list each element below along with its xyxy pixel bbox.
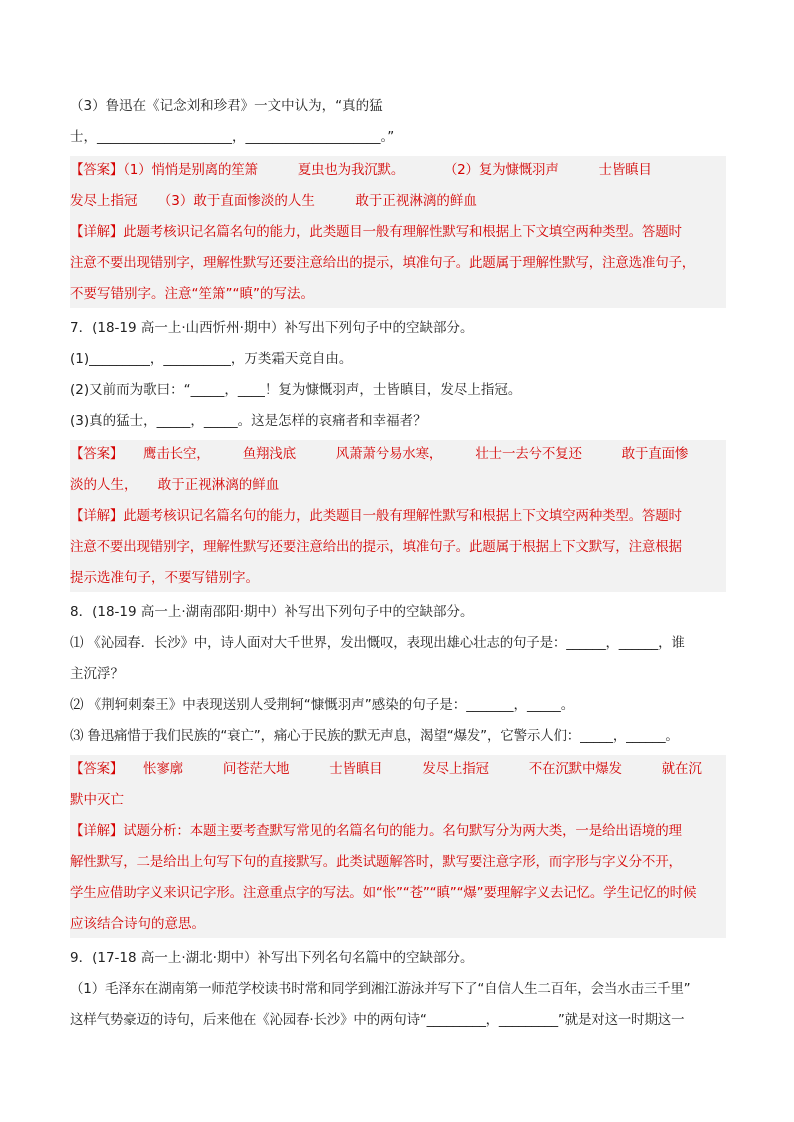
q8-section xyxy=(70,602,726,938)
q8-detail-line4: 应该结合诗句的意思。 xyxy=(70,916,205,932)
q8-answer-line2: 默中灭亡 xyxy=(70,792,124,808)
q6-detail-line1: 【详解】此题考核识记名篇名句的能力，此类题目一般有理解性默写和根据上下文填空两种类型。答题时 xyxy=(70,224,682,240)
q6-detail-label: 【详解】 xyxy=(70,224,124,240)
q9-title: 9．(17-18 高一上·湖北·期中）补写出下列名句名篇中的空缺部分。 xyxy=(70,950,474,966)
q8-detail-line1: 【详解】试题分析：本题主要考查默写常见的名篇名句的能力。名句默写分为两大类，一是给出语境的理 xyxy=(70,823,682,839)
q8-item1-line2: 主沉浮？ xyxy=(70,666,124,682)
q7-answer-line1: 【答案】 鹰击长空， 鱼翔浅底 风萧萧兮易水寒， 壮士一去兮不复还 敢于直面惨 xyxy=(70,446,689,462)
q8-item3: ⑶ 鲁迅痛惜于我们民族的“衰亡”，痛心于民族的默无声息，渴望“爆发”，它警示人们：_____，______。 xyxy=(70,728,679,744)
q7-answer-box xyxy=(70,440,726,592)
q9-item1-line2: 这样气势豪迈的诗句，后来他在《沁园春·长沙》中的两句诗“_________，_________”就是对这一时期这一 xyxy=(70,1012,685,1028)
page xyxy=(70,96,726,1030)
q6-answer-line2: 发尽上指冠 （3）敢于直面惨淡的人生 敢于正视淋漓的鲜血 xyxy=(70,193,477,209)
q6-answer-label: 【答案】 xyxy=(70,162,124,178)
q8-item2: ⑵ 《荆轲刺秦王》中表现送别人受荆轲“慷慨羽声”感染的句子是：_______，_____。 xyxy=(70,697,575,713)
q7-section xyxy=(70,318,726,592)
q7-item1: (1)_________，__________，万类霜天竞自由。 xyxy=(70,351,353,367)
q8-answer-box xyxy=(70,755,726,938)
q6-section xyxy=(70,96,726,308)
q6-detail-line2: 注意不要出现错别字，理解性默写还要注意给出的提示，填准句子。此题属于理解性默写，注意选准句子， xyxy=(70,255,696,271)
q9-section xyxy=(70,948,726,1030)
q9-item1-line1: （1）毛泽东在湖南第一师范学校读书时常和同学到湘江游泳并写下了“自信人生二百年，会当水击三千里” xyxy=(70,981,691,997)
q6-answer-line1: 【答案】（1）悄悄是别离的笙箫 夏虫也为我沉默。 （2）复为慷慨羽声 士皆瞋目 xyxy=(70,162,652,178)
q8-title: 8．(18-19 高一上·湖南邵阳·期中）补写出下列句子中的空缺部分。 xyxy=(70,604,474,620)
q7-item3: (3)真的猛士，_____，_____。这是怎样的哀痛者和幸福者？ xyxy=(70,413,427,429)
q8-detail-label: 【详解】 xyxy=(70,823,124,839)
q8-item1-line1: ⑴ 《沁园春．长沙》中，诗人面对大千世界，发出慨叹，表现出雄心壮志的句子是：______，______，谁 xyxy=(70,635,685,651)
q7-detail-line2: 注意不要出现错别字，理解性默写还要注意给出的提示，填准句子。此题属于根据上下文默写，注意根据 xyxy=(70,539,682,555)
q7-item2: (2)又前而为歌曰：“_____，____！复为慷慨羽声，士皆瞋目，发尽上指冠。 xyxy=(70,382,522,398)
q6-part3-line2: 士，____________________，____________________。” xyxy=(70,129,395,145)
q6-part3-line1: （3）鲁迅在《记念刘和珍君》一文中认为，“真的猛 xyxy=(70,98,383,114)
q7-detail-line3: 提示选准句子，不要写错别字。 xyxy=(70,570,259,586)
q6-answer-box xyxy=(70,156,726,308)
q7-detail-line1: 【详解】此题考核识记名篇名句的能力，此类题目一般有理解性默写和根据上下文填空两种类型。答题时 xyxy=(70,508,682,524)
q8-answer-label: 【答案】 xyxy=(70,761,117,777)
q7-title: 7．(18-19 高一上·山西忻州·期中）补写出下列句子中的空缺部分。 xyxy=(70,320,474,336)
q7-detail-label: 【详解】 xyxy=(70,508,124,524)
q8-detail-line2: 解性默写，二是给出上句写下句的直接默写。此类试题解答时，默写要注意字形，而字形与字义分不开， xyxy=(70,854,682,870)
q7-answer-label: 【答案】 xyxy=(70,446,117,462)
q8-detail-line3: 学生应借助字义来识记字形。注意重点字的写法。如“怅”“苍”“瞋”“爆”要理解字义去记忆。学生记忆的时候 xyxy=(70,885,697,901)
q6-detail-line3: 不要写错别字。注意“笙箫”“瞋”的写法。 xyxy=(70,286,314,302)
q7-answer-line2: 淡的人生， 敢于正视淋漓的鲜血 xyxy=(70,477,280,493)
q8-answer-line1: 【答案】 怅寥廓 问苍茫大地 士皆瞋目 发尽上指冠 不在沉默中爆发 就在沉 xyxy=(70,761,702,777)
